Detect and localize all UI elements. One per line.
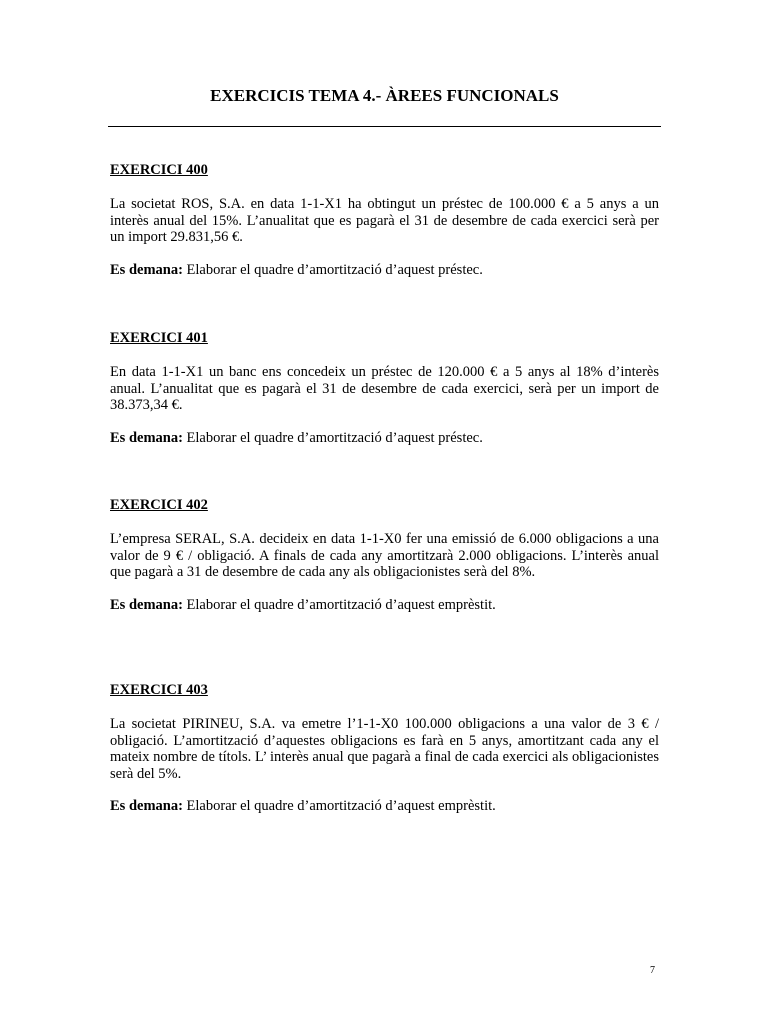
title-divider [108,126,661,127]
exercise-request [110,262,659,279]
exercise-request [110,597,659,614]
exercise-heading: EXERCICI 400 [110,162,208,178]
exercise-statement: La societat ROS, S.A. en data 1-1-X1 ha obtingut un préstec de 100.000 € a 5 anys a un interès anual del 15%. L’anualitat que es pagarà el 31 de desembre de cada exercici serà per un import 29.831,56 €. [110,196,659,245]
request-text: Elaborar el quadre d’amortització d’aquest préstec. [182,429,483,446]
page-title: EXERCICIS TEMA 4.- ÀREES FUNCIONALS [210,86,559,105]
request-text: Elaborar el quadre d’amortització d’aquest préstec. [182,261,483,278]
request-label: Es demana: [110,429,183,446]
exercise-request [110,430,659,447]
request-label: Es demana: [110,261,183,278]
exercise-heading: EXERCICI 403 [110,682,208,698]
exercise-402 [110,496,659,613]
exercise-request [110,798,659,815]
request-text: Elaborar el quadre d’amortització d’aquest emprèstit. [182,596,496,613]
exercise-401 [110,329,659,446]
request-label: Es demana: [110,798,183,814]
exercise-400 [110,161,659,278]
exercise-403 [110,681,659,815]
exercise-heading: EXERCICI 402 [110,497,208,513]
request-text: Elaborar el quadre d’amortització d’aquest emprèstit. [182,798,496,814]
exercise-statement: La societat PIRINEU, S.A. va emetre l’1-1-X0 100.000 obligacions a una valor de 3 € / obligació. L’amortització d’aquestes obligacions es farà en 5 anys, amortitzant cada any el mateix nombre de títols. L’ interès anual que pagarà a final de cada exercici als obligacionistes serà del 5%. [110,716,659,782]
exercise-statement: En data 1-1-X1 un banc ens concedeix un préstec de 120.000 € a 5 anys al 18% d’interès anual. L’anualitat que es pagarà el 31 de desembre de cada exercici, serà per un import de 38.373,34 €. [110,364,659,413]
exercise-statement: L’empresa SERAL, S.A. decideix en data 1-1-X0 fer una emissió de 6.000 obligacions a una valor de 9 € / obligació. A finals de cada any amortitzarà 2.000 obligacions. L’interès anual que pagarà a 31 de desembre de cada any als obligacionistes serà del 8%. [110,531,659,580]
request-label: Es demana: [110,596,183,613]
exercise-heading: EXERCICI 401 [110,330,208,346]
page-number: 7 [650,965,655,976]
